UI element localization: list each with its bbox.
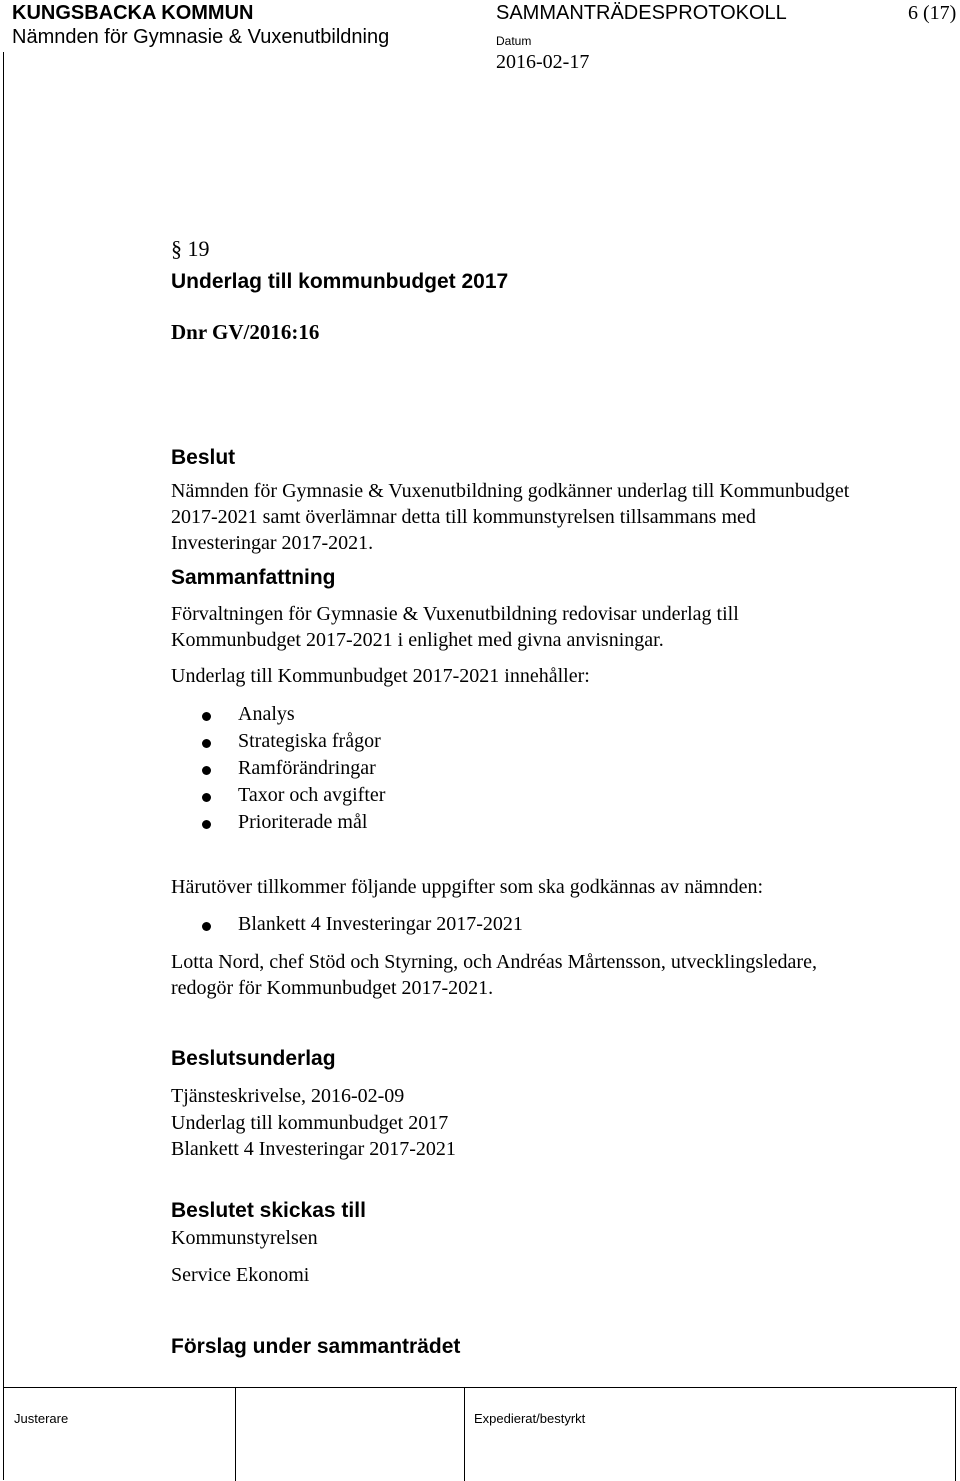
list-item: Strategiska frågor xyxy=(238,730,381,752)
expedierat-label: Expedierat/bestyrkt xyxy=(474,1411,586,1426)
bullet-icon xyxy=(202,922,211,931)
extra-intro: Härutöver tillkommer följande uppgifter som ska godkännas av nämnden: xyxy=(171,876,764,898)
footer-divider xyxy=(955,1387,956,1481)
paragraph-number: § 19 xyxy=(171,236,210,261)
date-label: Datum xyxy=(496,34,532,48)
bullet-icon xyxy=(202,766,211,775)
bullet-icon xyxy=(202,793,211,802)
list-item: Prioriterade mål xyxy=(238,811,368,833)
board-name: Nämnden för Gymnasie & Vuxenutbildning xyxy=(12,26,390,48)
bullet-icon xyxy=(202,739,211,748)
section-heading-beslut: Beslut xyxy=(171,446,236,469)
page-number: 6 (17) xyxy=(908,2,957,24)
beslut-line: Nämnden för Gymnasie & Vuxenutbildning godkänner underlag till Kommunbudget xyxy=(171,480,850,502)
document-ref: Underlag till kommunbudget 2017 xyxy=(171,1112,449,1134)
section-heading-sammanfattning: Sammanfattning xyxy=(171,566,336,589)
footer-rule xyxy=(3,1387,957,1388)
registration-number: Dnr GV/2016:16 xyxy=(171,320,320,344)
organization-name: KUNGSBACKA KOMMUN xyxy=(12,2,254,24)
presenter-line: Lotta Nord, chef Stöd och Styrning, och Andréas Mårtensson, utvecklingsledare, xyxy=(171,951,817,973)
left-margin-rule xyxy=(3,52,4,1480)
document-ref: Tjänsteskrivelse, 2016-02-09 xyxy=(171,1085,405,1107)
summary-line: Förvaltningen för Gymnasie & Vuxenutbildning redovisar underlag till xyxy=(171,603,739,625)
item-title: Underlag till kommunbudget 2017 xyxy=(171,270,509,293)
footer-divider xyxy=(235,1387,236,1481)
footer-divider xyxy=(464,1387,465,1481)
meeting-date: 2016-02-17 xyxy=(496,51,590,73)
beslut-line: Investeringar 2017-2021. xyxy=(171,532,374,554)
summary-line: Kommunbudget 2017-2021 i enlighet med givna anvisningar. xyxy=(171,629,664,651)
document-ref: Blankett 4 Investeringar 2017-2021 xyxy=(171,1138,456,1160)
presenter-line: redogör för Kommunbudget 2017-2021. xyxy=(171,977,494,999)
document-type: SAMMANTRÄDESPROTOKOLL xyxy=(496,2,787,24)
justerare-label: Justerare xyxy=(14,1411,69,1426)
bullet-icon xyxy=(202,820,211,829)
recipient: Service Ekonomi xyxy=(171,1264,310,1286)
list-item: Blankett 4 Investeringar 2017-2021 xyxy=(238,913,523,935)
list-item: Taxor och avgifter xyxy=(238,784,386,806)
list-item: Ramförändringar xyxy=(238,757,376,779)
recipient: Kommunstyrelsen xyxy=(171,1227,318,1249)
list-intro: Underlag till Kommunbudget 2017-2021 innehåller: xyxy=(171,665,590,687)
beslut-line: 2017-2021 samt överlämnar detta till kommunstyrelsen tillsammans med xyxy=(171,506,756,528)
list-item: Analys xyxy=(238,703,295,725)
section-heading-forslag: Förslag under sammanträdet xyxy=(171,1335,461,1358)
section-heading-recipients: Beslutet skickas till xyxy=(171,1199,366,1222)
section-heading-beslutsunderlag: Beslutsunderlag xyxy=(171,1047,336,1070)
bullet-icon xyxy=(202,712,211,721)
